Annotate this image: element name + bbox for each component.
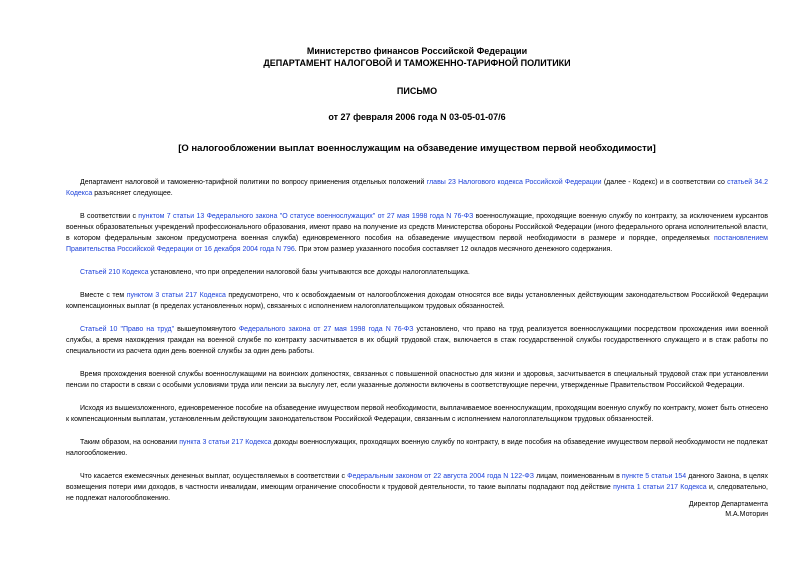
text: Что касается ежемесячных денежных выплат, осуществляемых в соответствии с bbox=[80, 473, 348, 480]
link-article-217-p1[interactable]: пункта 1 статьи 217 Кодекса bbox=[613, 484, 707, 491]
text: В соответствии с bbox=[80, 213, 139, 220]
paragraph-7 bbox=[66, 403, 768, 425]
signatory-position: Директор Департамента bbox=[688, 501, 768, 508]
signatory-name: М.А.Моторин bbox=[725, 511, 768, 518]
document-date-number: от 27 февраля 2006 года N 03-05-01-07/6 bbox=[328, 112, 506, 122]
link-law-76fz[interactable]: Федерального закона от 27 мая 1998 года N 76-ФЗ bbox=[238, 326, 414, 333]
text: Таким образом, на основании bbox=[80, 439, 180, 446]
text: вышеупомянутого bbox=[174, 326, 239, 333]
text: (далее - Кодекс) и в соответствии со bbox=[601, 179, 728, 186]
paragraph-6 bbox=[66, 369, 768, 391]
text: установлено, что при определении налоговой базы учитываются все доходы налогоплательщика. bbox=[148, 269, 470, 276]
link-article-210[interactable]: Статьей 210 Кодекса bbox=[80, 269, 149, 276]
paragraph-1 bbox=[66, 177, 768, 199]
paragraph-3 bbox=[66, 267, 768, 278]
link-article-217-p3[interactable]: пунктом 3 статьи 217 Кодекса bbox=[126, 292, 226, 299]
link-tax-code-chapter-23[interactable]: главы 23 Налогового кодекса Российской Федерации bbox=[426, 179, 602, 186]
text: и, следовательно, не подлежат налогообложению. bbox=[66, 484, 768, 502]
paragraph-4 bbox=[66, 290, 768, 312]
document-type: ПИСЬМО bbox=[396, 86, 438, 96]
department-name: ДЕПАРТАМЕНТ НАЛОГОВОЙ И ТАМОЖЕННО-ТАРИФНОЙ ПОЛИТИКИ bbox=[263, 58, 571, 68]
link-article-34-2[interactable]: статьей 34.2 Кодекса bbox=[66, 179, 768, 197]
text: предусмотрено, что к освобождаемым от налогообложения доходам относятся все виды установленных действующим законодательством Российской Федерации компенсационных выплат (в пределах установленных норм), связанных с исполнением налогоплательщиком трудовых обязанностей. bbox=[66, 292, 768, 310]
link-article-154-p5[interactable]: пункте 5 статьи 154 bbox=[621, 473, 687, 480]
link-government-decree-796[interactable]: постановлением Правительства Российской Федерации от 16 декабря 2004 года N 796 bbox=[66, 235, 768, 253]
link-law-122fz[interactable]: Федеральным законом от 22 августа 2004 года N 122-ФЗ bbox=[347, 473, 534, 480]
paragraph-2 bbox=[66, 211, 768, 255]
link-article-217-p3[interactable]: пункта 3 статьи 217 Кодекса bbox=[179, 439, 272, 446]
text: военнослужащие, проходящие военную службу по контракту, за исключением курсантов военных образовательных учреждений профессионального образования, имеют право на получение из средств Министерства обороны Российской Федерации (иного федерального органа исполнительной власти, в котором федеральным законом предусмотрена военная служба) единовременного пособия на обзаведение имуществом первой необходимости в размере и порядке, определяемых bbox=[66, 213, 769, 242]
text: лицам, поименованным в bbox=[533, 473, 622, 480]
paragraph-9 bbox=[66, 471, 768, 504]
signature-block bbox=[689, 500, 768, 520]
link-law-76fz-article-13[interactable]: пунктом 7 статьи 13 Федерального закона "О статусе военнослужащих" от 27 мая 1998 года N 76-ФЗ bbox=[138, 213, 474, 220]
document-subject: [О налогообложении выплат военнослужащим на обзаведение имуществом первой необходимости] bbox=[178, 143, 656, 154]
text: Департамент налоговой и таможенно-тарифной политики по вопросу применения отдельных положений bbox=[80, 179, 427, 186]
text: Исходя из вышеизложенного, единовременное пособие на обзаведение имуществом первой необходимости, выплачиваемое военнослужащим, проходящим военную службу по контракту, может быть отнесено к компенсационным выплатам, установленным действующим законодательством Российской Федерации, связанным с исполнением налогоплательщиком трудовых обязанностей. bbox=[66, 405, 768, 423]
paragraph-5 bbox=[66, 324, 768, 357]
text: . При этом размер указанного пособия составляет 12 окладов месячного денежного содержания. bbox=[294, 246, 613, 253]
link-article-10[interactable]: Статьей 10 "Право на труд" bbox=[80, 326, 175, 333]
document-body bbox=[66, 177, 768, 504]
ministry-name: Министерство финансов Российской Федерации bbox=[306, 46, 528, 56]
text: установлено, что право на труд реализуется военнослужащими посредством прохождения ими военной службы, а время нахождения граждан на военной службе по контракту засчитывается в их общий трудовой стаж, включается в стаж государственной службы государственного служащего и в стаж работы по специальности из расчета один день военной службы за один день работы. bbox=[66, 326, 768, 355]
text: данного Закона, в целях возмещения потери ими доходов, в частности инвалидам, имеющим ограничение способности к трудовой деятельности, то такие выплаты подпадают под действие bbox=[66, 473, 768, 491]
text: Время прохождения военной службы военнослужащими на воинских должностях, связанных с повышенной опасностью для жизни и здоровья, засчитывается в специальный трудовой стаж при установлении пенсии по старости в связи с особыми условиями труда или пенсии за выслугу лет, если указанные должности включены в соответствующие перечни, утвержденные Правительством Российской Федерации. bbox=[66, 371, 768, 389]
text: разъясняет следующее. bbox=[92, 190, 173, 197]
text: доходы военнослужащих, проходящих военную службу по контракту, в виде пособия на обзаведение имуществом первой необходимости не подлежат налогообложению. bbox=[66, 439, 768, 457]
text: Вместе с тем bbox=[80, 292, 127, 299]
paragraph-8 bbox=[66, 437, 768, 459]
